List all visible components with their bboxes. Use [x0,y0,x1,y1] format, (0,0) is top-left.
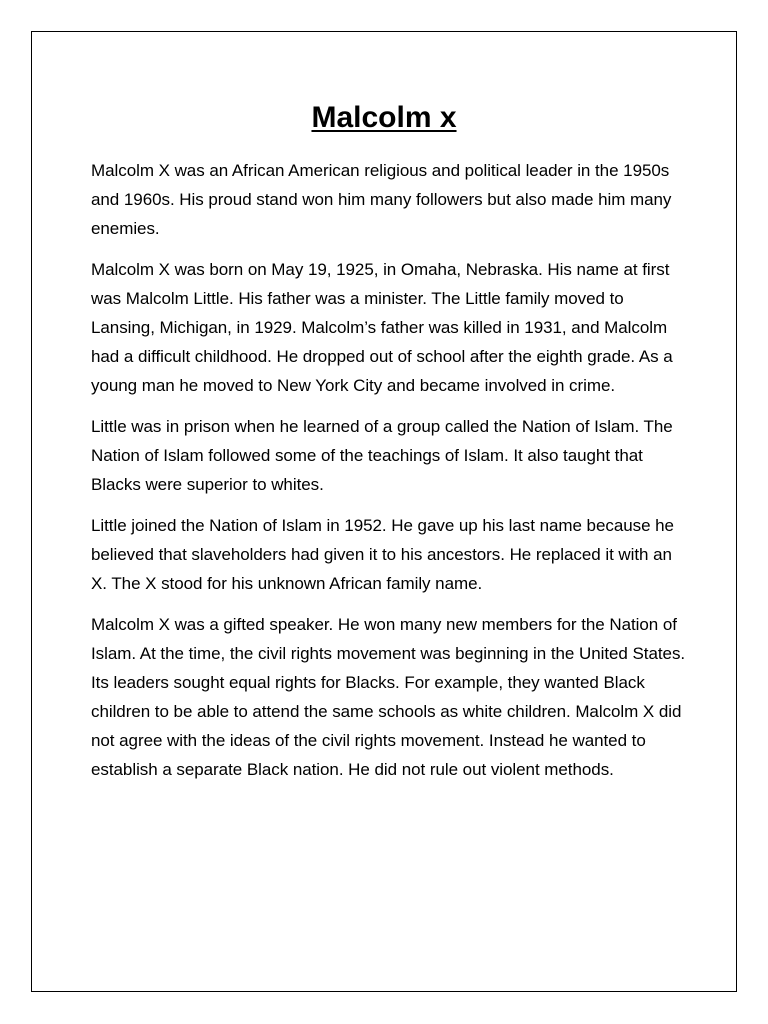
paragraph-4: Little joined the Nation of Islam in 1952. He gave up his last name because he believed that slaveholders had given it to his ancestors. He replaced it with an X. The X stood for his unknown African family name. [91,516,674,593]
paragraph-2: Malcolm X was born on May 19, 1925, in Omaha, Nebraska. His name at first was Malcolm Little. His father was a minister. The Little family moved to Lansing, Michigan, in 1929. Malcolm’s father was killed in 1931, and Malcolm had a difficult childhood. He dropped out of school after the eighth grade. As a young man he moved to New York City and became involved in crime. [91,260,673,395]
paragraph-1: Malcolm X was an African American religious and political leader in the 1950s and 1960s. His proud stand won him many followers but also made him many enemies. [91,161,672,238]
document-title: Malcolm x [311,101,457,134]
paragraph-5: Malcolm X was a gifted speaker. He won many new members for the Nation of Islam. At the time, the civil rights movement was beginning in the United States. Its leaders sought equal rights for Blacks. For example, they wanted Black children to be able to attend the same schools as white children. Malcolm X did not agree with the ideas of the civil rights movement. Instead he wanted to establish a separate Black nation. He did not rule out violent methods. [91,615,686,779]
document-body [91,156,686,796]
paragraph-3: Little was in prison when he learned of a group called the Nation of Islam. The Nation of Islam followed some of the teachings of Islam. It also taught that Blacks were superior to whites. [91,417,673,494]
